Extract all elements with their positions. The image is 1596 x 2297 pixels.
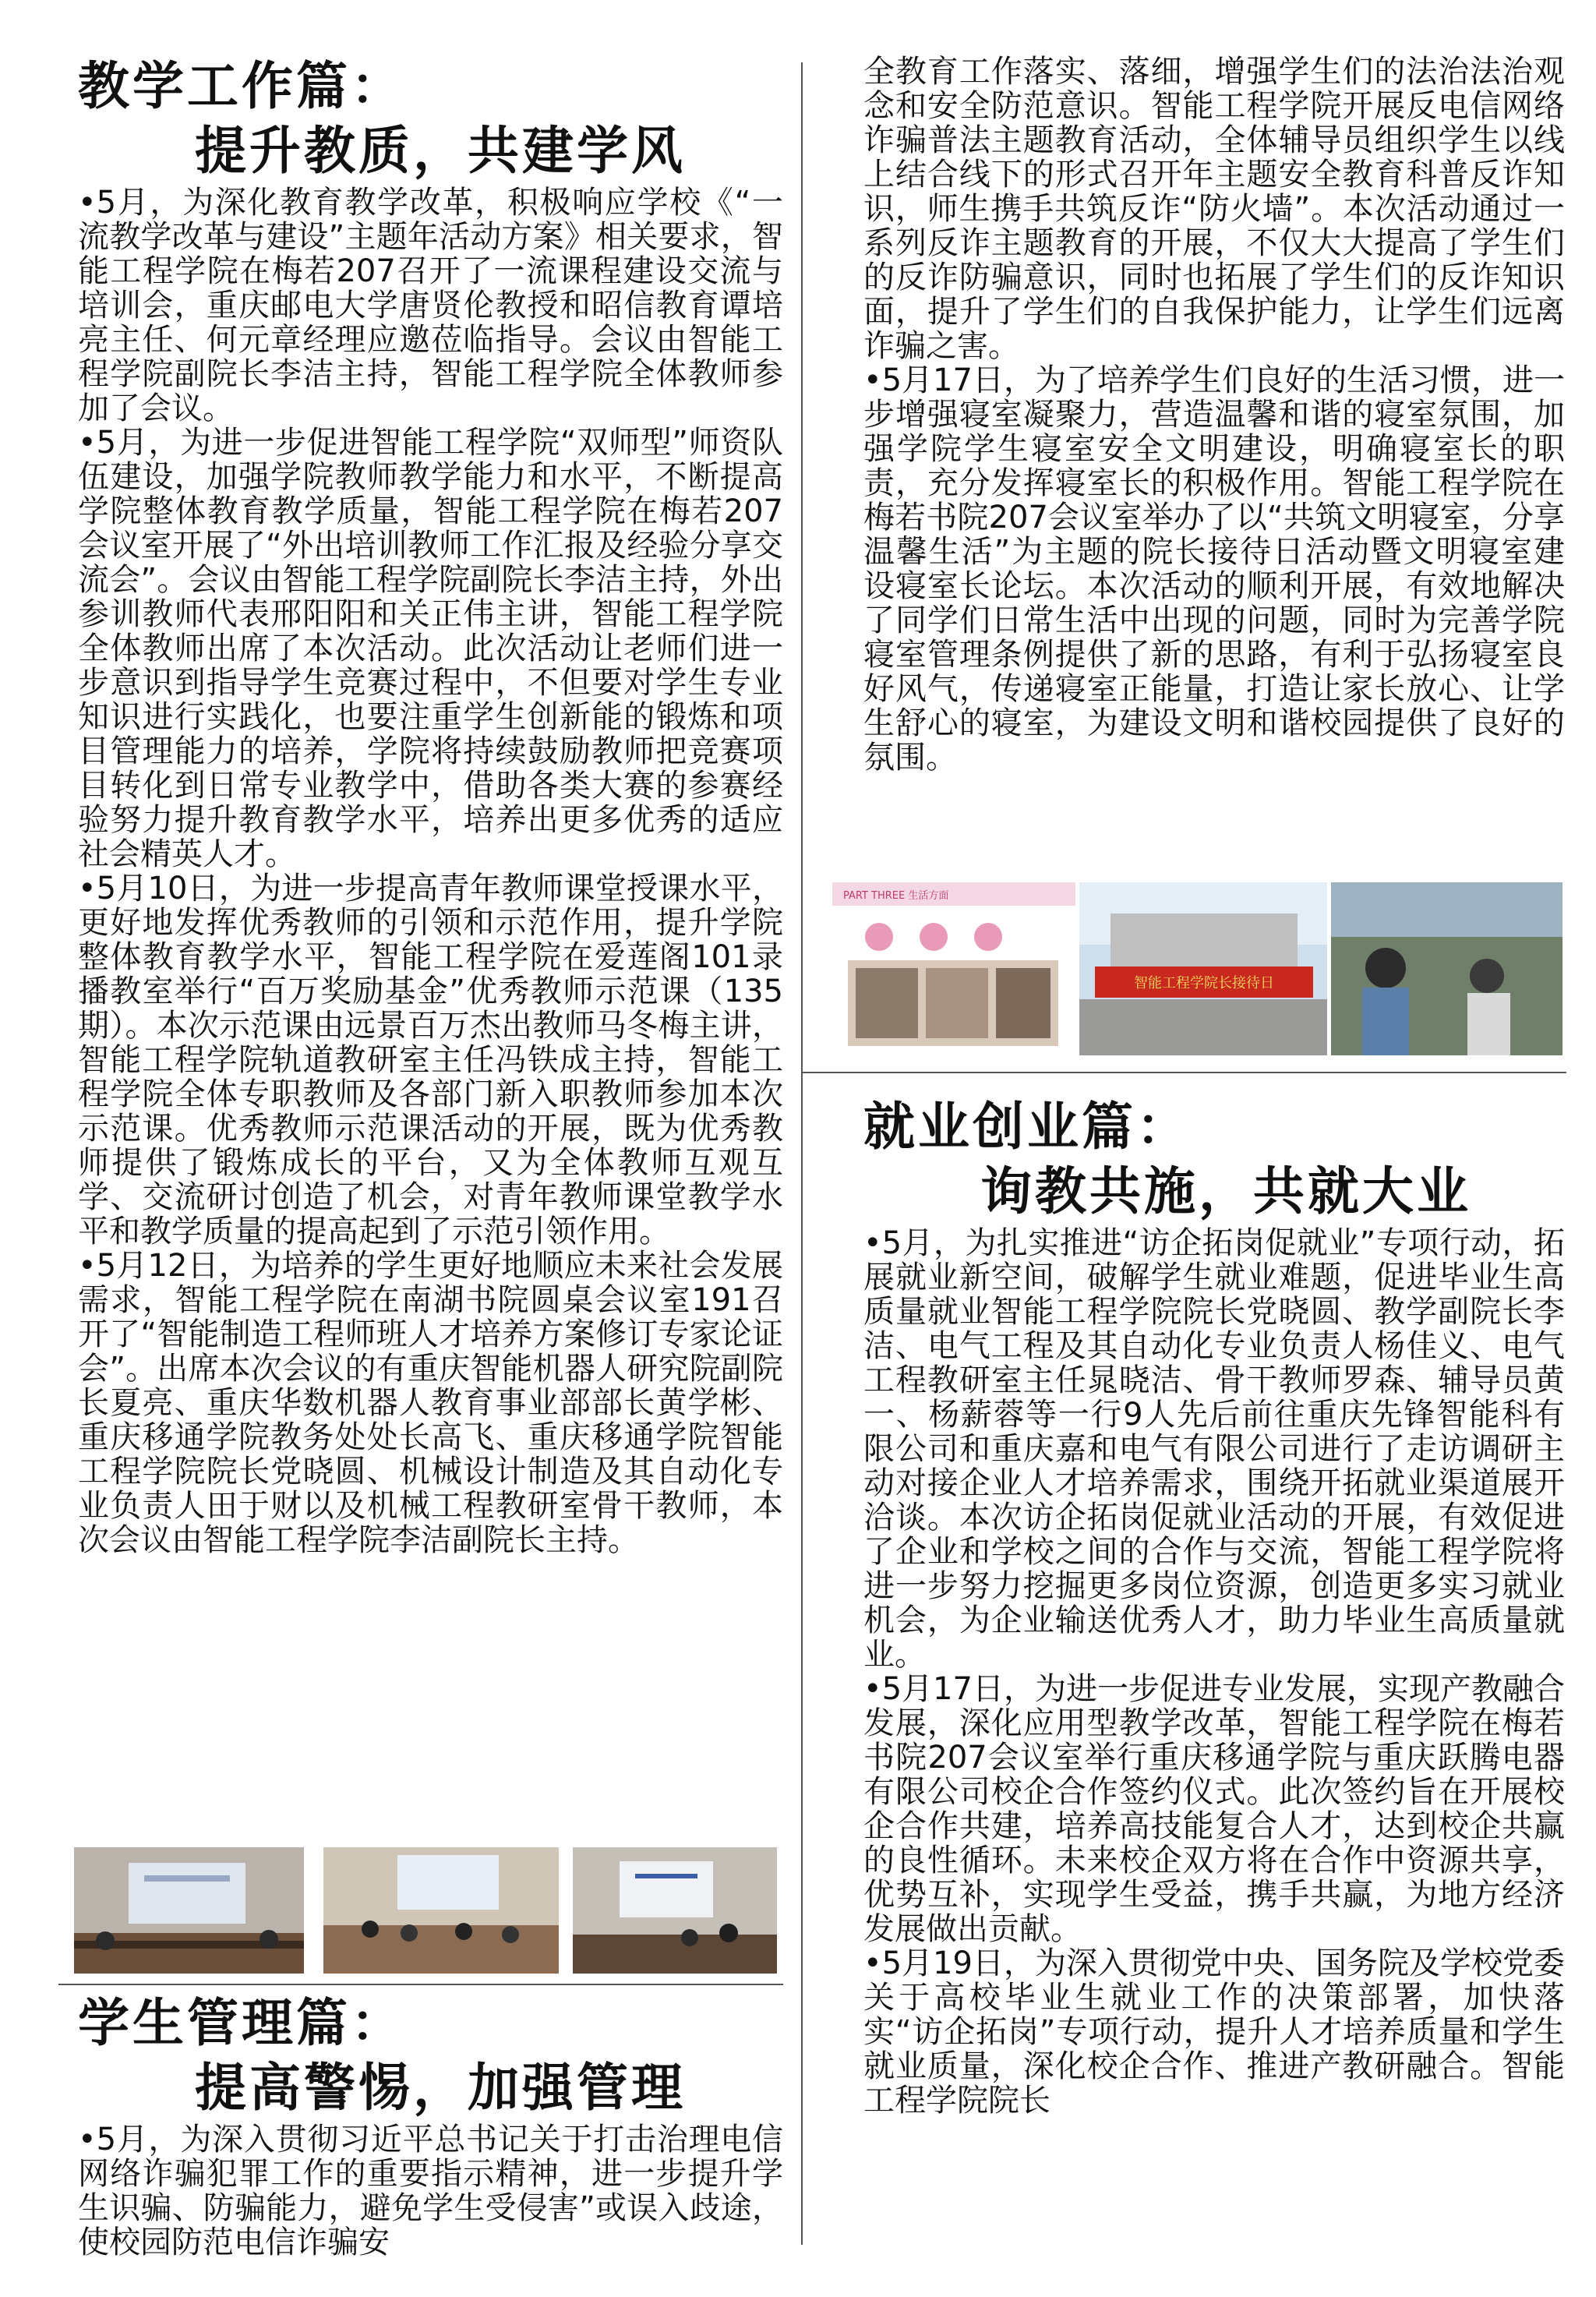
teaching-paragraph: •5月，为深化教育教学改革，积极响应学校《“一流教学改革与建设”主题年活动方案》相关要求，智能工程学院在梅若207召开了一流课程建设交流与培训会，重庆邮电大学唐贤伦教授和昭信教育谭培亮主任、何元章经理应邀莅临指导。会议由智能工程学院副院长李洁主持，智能工程学院全体教师参加了会议。 [78,185,783,426]
teaching-paragraph: •5月10日，为进一步提高青年教师课堂授课水平，更好地发挥优秀教师的引领和示范作用，提升学院整体教育教学水平，智能工程学院在爱莲阁101录播教室举行“百万奖励基金”优秀教师示范课（135期）。本次示范课由远景百万杰出教师马冬梅主讲，智能工程学院轨道教研室主任冯铁成主持，智能工程学院全体专职教师及各部门新入职教师参加本次示范课。优秀教师示范课活动的开展，既为优秀教师提供了锻炼成长的平台，又为全体教师互观互学、交流研讨创造了机会，对青年教师课堂教学水平和教学质量的提高起到了示范引领作用。 [78,871,783,1249]
meeting-photo-3 [573,1847,777,1974]
banner-text: 智能工程学院长接待日 [1134,975,1274,991]
employment-paragraph: •5月，为扎实推进“访企拓岗促就业”专项行动，拓展就业新空间，破解学生就业难题，促进毕业生高质量就业智能工程学院院长党晓圆、教学副院长李洁、电气工程及其自动化专业负责人杨佳义、电气工程教研室主任晁晓洁、骨干教师罗森、辅导员黄一、杨薪蓉等一行9人先后前往重庆先锋智能科有限公司和重庆嘉和电气有限公司进行了走访调研主动对接企业人才培养需求，围绕开拓就业渠道展开洽谈。本次访企拓岗促就业活动的开展，有效促进了企业和学校之间的合作与交流，智能工程学院将进一步努力挖掘更多岗位资源，创造更多实习就业机会，为企业输送优秀人才，助力毕业生高质量就业。 [863,1225,1565,1673]
teaching-section-subtitle: 提升教质，共建学风 [195,121,686,181]
teaching-paragraph: •5月，为进一步促进智能工程学院“双师型”师资队伍建设，加强学院教师教学能力和水平，不断提高学院整体教育教学质量，智能工程学院在梅若207会议室开展了“外出培训教师工作汇报及经验分享交流会”。会议由智能工程学院副院长李洁主持，外出参训教师代表邢阳阳和关正伟主讲，智能工程学院全体教师出席了本次活动。此次活动让老师们进一步意识到指导学生竞赛过程中，不但要对学生专业知识进行实践化，也要注重学生创新能的锻炼和项目管理能力的培养，学院将持续鼓励教师把竞赛项目转化到日常专业教学中，借助各类大赛的参赛经验努力提升教育教学水平，培养出更多优秀的适应社会精英人才。 [78,425,783,872]
meeting-photo-2 [323,1847,559,1974]
student-paragraph: •5月17日，为了培养学生们良好的生活习惯，进一步增强寝室凝聚力，营造温馨和谐的寝室氛围，加强学院学生寝室安全文明建设，明确寝室长的职责，充分发挥寝室长的积极作用。智能工程学院在梅若书院207会议室举办了以“共筑文明寝室，分享温馨生活”为主题的院长接待日活动暨文明寝室建设寝室长论坛。本次活动的顺利开展，有效地解决了同学们日常生活中出现的问题，同时为完善学院寝室管理条例提供了新的思路，有利于弘扬寝室良好风气，传递寝室正能量，打造让家长放心、让学生舒心的寝室，为建设文明和谐校园提供了良好的氛围。 [863,362,1565,776]
teaching-section-title: 教学工作篇： [78,56,405,116]
student-section-title: 学生管理篇： [78,1993,405,2053]
right-column-bottom [863,1095,1565,2118]
employment-section-subtitle: 询教共施，共就大业 [980,1161,1471,1221]
slide-photo [832,882,1075,1055]
section-divider-right [803,1072,1566,1073]
column-divider-vertical [801,62,803,2245]
student-section-subtitle: 提高警惕，加强管理 [195,2058,686,2118]
employment-paragraph: •5月17日，为进一步促进专业发展，实现产教融合发展，深化应用型教学改革，智能工程学院在梅若书院207会议室举行重庆移通学院与重庆跃腾电器有限公司校企合作签约仪式。此次签约旨在开展校企合作共建，培养高技能复合人才，达到校企共赢的良性循环。未来校企双方将在合作中资源共享，优势互补，实现学生受益，携手共赢，为地方经济发展做出贡献。 [863,1671,1565,1947]
section-divider-left [58,1984,783,1985]
employment-section-title: 就业创业篇： [863,1097,1191,1157]
student-section-left [78,1991,783,2260]
teaching-paragraph: •5月12日，为培养的学生更好地顺应未来社会发展需求，智能工程学院在南湖书院圆桌会议室191召开了“智能制造工程师班人才培养方案修订专家论证会”。出席本次会议的有重庆智能机器人研究院副院长夏亮、重庆华数机器人教育事业部部长黄学彬、重庆移通学院教务处处长高飞、重庆移通学院智能工程学院院长党晓圆、机械设计制造及其自动化专业负责人田于财以及机械工程教研室骨干教师，本次会议由智能工程学院李洁副院长主持。 [78,1248,783,1558]
employment-paragraph: •5月19日，为深入贯彻党中央、国务院及学校党委关于高校毕业生就业工作的决策部署，加快落实“访企拓岗”专项行动，提升人才培养质量和学生就业质量，深化校企合作、推进产教研融合。智能工程学院院长 [863,1945,1565,2119]
meeting-photo-1 [74,1847,304,1974]
right-column-top [863,55,1565,775]
outdoor-activity-photo [1331,882,1562,1055]
student-paragraph-continued: 全教育工作落实、落细，增强学生们的法治法治观念和安全防范意识。智能工程学院开展反电信网络诈骗普法主题教育活动，全体辅导员组织学生以线上结合线下的形式召开年主题安全教育科普反诈知识，师生携手共筑反诈“防火墙”。本次活动通过一系列反诈主题教育的开展，不仅大大提高了学生们的反诈防骗意识，同时也拓展了学生们的反诈知识面，提升了学生们的自我保护能力，让学生们远离诈骗之害。 [863,54,1565,364]
banner-group-photo [1079,882,1327,1055]
left-column [78,55,783,1557]
student-paragraph: •5月，为深入贯彻习近平总书记关于打击治理电信网络诈骗犯罪工作的重要指示精神，进一步提升学生识骗、防骗能力，避免学生受侵害”或误入歧途，使校园防范电信诈骗安 [78,2122,783,2260]
slide-label: PART THREE 生活方面 [843,890,949,902]
